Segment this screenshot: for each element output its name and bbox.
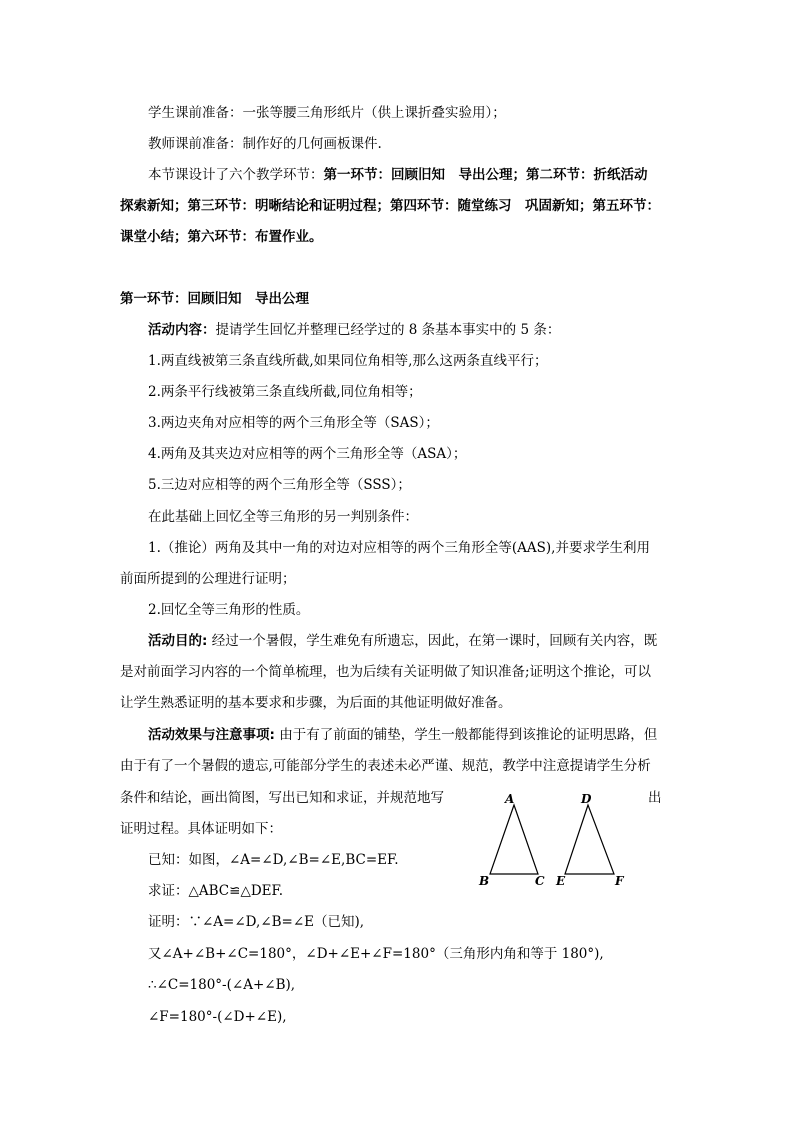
goal-text-1: 经过一个暑假，学生难免有所遗忘，因此，在第一课时，回顾有关内容，既 bbox=[207, 633, 658, 649]
goal-line-2: 是对前面学习内容的一个简单梳理，也为后续有关证明做了知识准备;证明这个推论，可以 bbox=[120, 664, 652, 680]
activity-text: 提请学生回忆并整理已经学过的 8 条基本事实中的 5 条： bbox=[215, 322, 561, 338]
teacher-prep: 教师课前准备：制作好的几何画板课件. bbox=[148, 136, 382, 152]
proof-line-4: ∠F=180°-(∠D+∠E), bbox=[148, 1009, 287, 1025]
effect-line-4: 证明过程。具体证明如下： bbox=[120, 821, 282, 837]
activity-label: 活动内容： bbox=[148, 322, 216, 338]
effect-text-1: 由于有了前面的铺垫，学生一般都能得到该推论的证明思路，但 bbox=[274, 727, 658, 743]
recall-1b: 前面所提到的公理进行证明； bbox=[120, 571, 296, 587]
triangle-def bbox=[565, 805, 614, 874]
design-bold-1: 第一环节：回顾旧知 导出公理；第二环节：折纸活动 bbox=[323, 167, 648, 183]
fact-5: 5.三边对应相等的两个三角形全等（SSS）； bbox=[148, 477, 411, 493]
label-c: C bbox=[535, 874, 545, 888]
effect-label: 活动效果与注意事项: bbox=[148, 727, 275, 743]
triangle-abc bbox=[490, 805, 538, 874]
effect-line-3: 条件和结论，画出简图，写出已知和求证，并规范地写 bbox=[120, 790, 444, 806]
fact-4: 4.两角及其夹边对应相等的两个三角形全等（ASA）； bbox=[148, 446, 467, 462]
recall-2: 2.回忆全等三角形的性质。 bbox=[148, 602, 310, 618]
label-a: A bbox=[505, 792, 515, 806]
effect-line-1 bbox=[148, 725, 657, 745]
goal-line-1 bbox=[148, 631, 657, 651]
design-line-3: 课堂小结；第六环节：布置作业。 bbox=[120, 229, 323, 245]
label-b: B bbox=[479, 874, 490, 888]
goal-line-3: 让学生熟悉证明的基本要求和步骤，为后面的其他证明做好准备。 bbox=[120, 695, 512, 711]
proof-line-2: 又∠A+∠B+∠C=180°，∠D+∠E+∠F=180°（三角形内角和等于 180°), bbox=[148, 946, 604, 962]
design-line-1 bbox=[148, 165, 648, 185]
section-heading: 第一环节：回顾旧知 导出公理 bbox=[120, 291, 309, 307]
goal-label: 活动目的: bbox=[148, 633, 208, 649]
given: 已知：如图，∠A=∠D,∠B=∠E,BC=EF. bbox=[148, 852, 399, 868]
fact-1: 1.两直线被第三条直线所截,如果同位角相等,那么这两条直线平行； bbox=[148, 353, 548, 369]
effect-line-2: 由于有了一个暑假的遗忘,可能部分学生的表述未必严谨、规范，教学中注意提请学生分析 bbox=[120, 758, 651, 774]
design-prefix: 本节课设计了六个教学环节： bbox=[148, 167, 324, 183]
prove: 求证：△ABC≌△DEF. bbox=[148, 883, 284, 899]
label-e: E bbox=[556, 874, 566, 888]
proof-line-1: 证明：∵∠A=∠D,∠B=∠E（已知), bbox=[148, 914, 365, 930]
proof-line-3: ∴∠C=180°-(∠A+∠B), bbox=[148, 977, 296, 993]
label-f: F bbox=[615, 874, 624, 888]
recall-intro: 在此基础上回忆全等三角形的另一判别条件： bbox=[148, 509, 418, 525]
label-d: D bbox=[581, 792, 592, 806]
effect-line-3-tail: 出 bbox=[648, 790, 662, 806]
fact-3: 3.两边夹角对应相等的两个三角形全等（SAS）； bbox=[148, 415, 439, 431]
recall-1a: 1.（推论）两角及其中一角的对边对应相等的两个三角形全等(AAS),并要求学生利用 bbox=[148, 540, 650, 556]
activity-content bbox=[148, 320, 560, 340]
fact-2: 2.两条平行线被第三条直线所截,同位角相等； bbox=[148, 384, 422, 400]
congruent-triangles-figure bbox=[470, 788, 640, 893]
student-prep: 学生课前准备：一张等腰三角形纸片（供上课折叠实验用）； bbox=[148, 105, 506, 121]
design-line-2: 探索新知；第三环节：明晰结论和证明过程；第四环节：随堂练习 巩固新知；第五环节： bbox=[120, 198, 660, 214]
